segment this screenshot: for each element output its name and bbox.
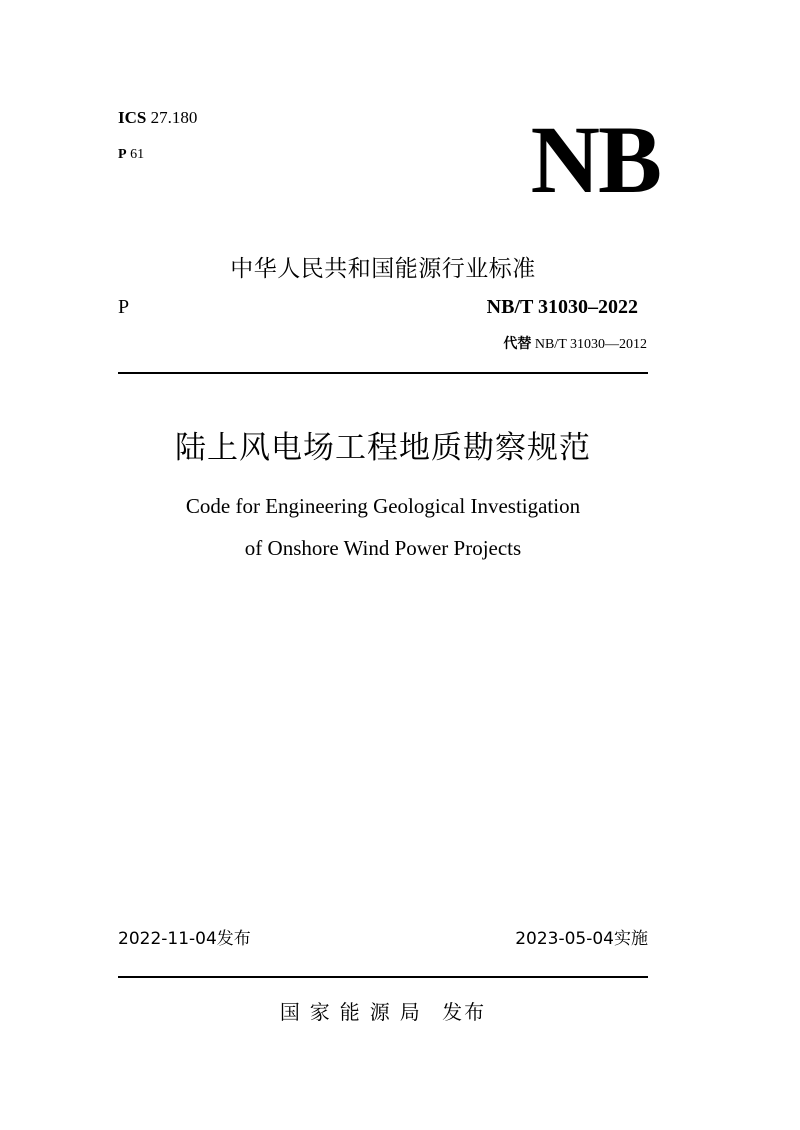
implementation-date: 2023-05-04实施 xyxy=(515,929,648,949)
replaces-note xyxy=(503,333,647,353)
standard-category: 中华人民共和国能源行业标准 xyxy=(230,256,536,282)
issuer-action: 发布 xyxy=(442,1000,487,1024)
classification-letter: P xyxy=(118,296,130,318)
bottom-divider xyxy=(118,976,648,978)
replaces-number: NB/T 31030—2012 xyxy=(534,337,647,352)
issuer-name: 国家能源局 xyxy=(279,1000,430,1024)
title-chinese: 陆上风电场工程地质勘察规范 xyxy=(175,430,591,466)
top-divider xyxy=(118,372,648,374)
ics-code xyxy=(118,108,197,128)
ics-value: 27.180 xyxy=(150,108,198,127)
nb-logo: NB xyxy=(530,106,660,213)
replaces-label: 代替 xyxy=(503,336,532,352)
p-label: P xyxy=(118,147,127,162)
ics-label: ICS xyxy=(118,108,147,127)
p-code xyxy=(118,147,144,163)
title-english-line1: Code for Engineering Geological Investigation xyxy=(185,494,581,518)
standard-number: NB/T 31030–2022 xyxy=(486,296,638,318)
issuer xyxy=(0,996,766,1025)
p-value: 61 xyxy=(130,147,145,162)
publish-date: 2022-11-04发布 xyxy=(118,929,251,949)
title-english-line2: of Onshore Wind Power Projects xyxy=(244,536,522,560)
